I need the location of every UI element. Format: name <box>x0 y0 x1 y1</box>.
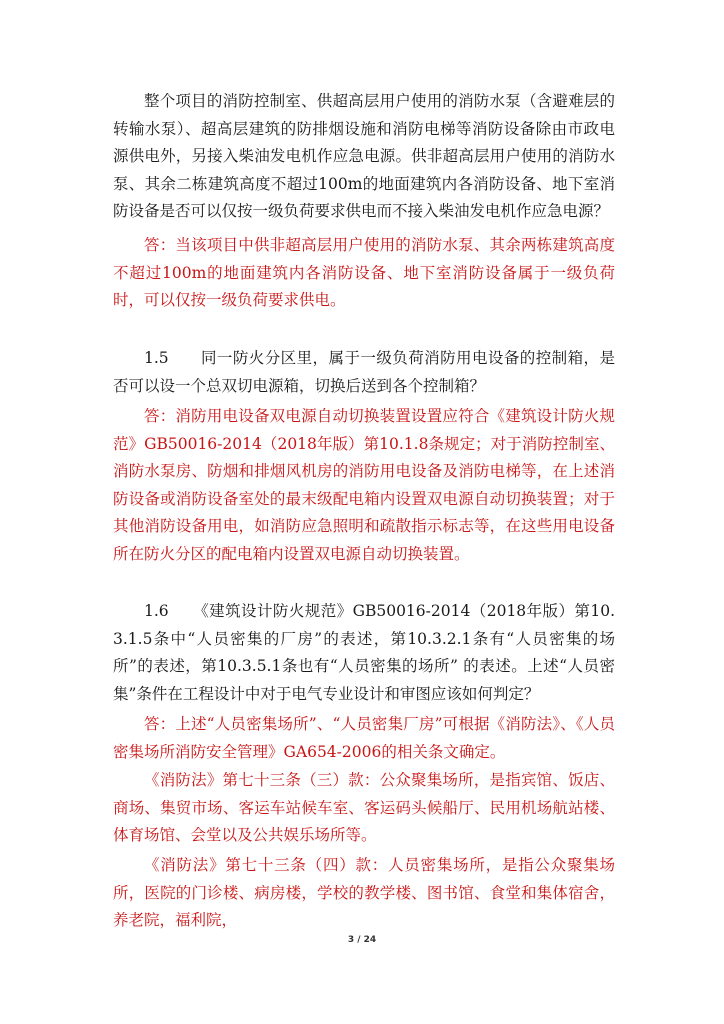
answer-1-5-paragraph: 答：消防用电设备双电源自动切换装置设置应符合《建筑设计防火规范》GB50016-2014（2018年版）第10.1.8条规定；对于消防控制室、消防水泵房、防烟和排烟风机房的消防用电设备及消防电梯等，在上述消防设备或消防设备室处的最末级配电箱内设置双电源自动切换装置；对于其他消防设备用电，如消防应急照明和疏散指示标志等，在这些用电设备所在防火分区的配电箱内设置双电源自动切换装置。 <box>113 407 615 563</box>
question-1-5-paragraph: 1.5 同一防火分区里，属于一级负荷消防用电设备的控制箱，是否可以设一个总双切电源箱，切换后送到各个控制箱？ <box>113 349 615 395</box>
answer-1-6-fire-law-clause-3: 《消防法》第七十三条（三）款：公众聚集场所，是指宾馆、饭店、商场、集贸市场、客运车站候车室、客运码头候船厅、民用机场航站楼、体育场馆、会堂以及公共娱乐场所等。 <box>113 771 615 844</box>
answer-1-6-fire-law-clause-4: 《消防法》第七十三条（四）款：人员密集场所，是指公众聚集场所，医院的门诊楼、病房楼，学校的教学楼、图书馆、食堂和集体宿舍，养老院，福利院， <box>113 856 615 929</box>
question-1-4-paragraph: 整个项目的消防控制室、供超高层用户使用的消防水泵（含避难层的转输水泵）、超高层建筑的防排烟设施和消防电梯等消防设备除由市政电源供电外，另接入柴油发电机作应急电源。供非超高层用户使用的消防水泵、其余二栋建筑高度不超过100m的地面建筑内各消防设备、地下室消防设备是否可以仅按一级负荷要求供电而不接入柴油发电机作应急电源？ <box>113 92 615 220</box>
page-number: 3 / 24 <box>347 935 377 945</box>
question-1-6-paragraph: 1.6 《建筑设计防火规范》GB50016-2014（2018年版）第10.3.1.5条中“人员密集的厂房”的表述，第10.3.2.1条有“人员密集的场所”的表述，第10.3.5.1条也有“人员密集的场所” 的表述。上述“人员密集”条件在工程设计中对于电气专业设计和审图应该如何判定？ <box>113 602 615 703</box>
answer-1-6-paragraph: 答：上述“人员密集场所”、“人员密集厂房”可根据《消防法》、《人员密集场所消防安全管理》GA654-2006的相关条文确定。 <box>113 715 615 761</box>
answer-1-4-paragraph: 答：当该项目中供非超高层用户使用的消防水泵、其余两栋建筑高度不超过100m的地面建筑内各消防设备、地下室消防设备属于一级负荷时，可以仅按一级负荷要求供电。 <box>113 236 615 309</box>
